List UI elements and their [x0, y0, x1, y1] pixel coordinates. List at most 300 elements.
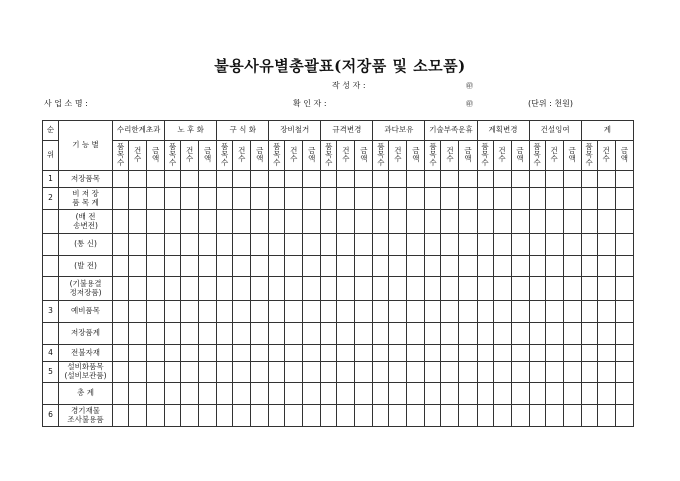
table-row — [43, 277, 634, 301]
sub-header — [477, 141, 493, 171]
data-cell — [269, 323, 285, 345]
data-cell — [233, 256, 251, 277]
data-cell — [165, 323, 181, 345]
data-cell — [459, 277, 477, 301]
data-cell — [493, 323, 511, 345]
row-label-line: (설비보관품) — [64, 371, 107, 380]
data-cell — [165, 234, 181, 256]
row-number: 4 — [43, 345, 59, 362]
data-cell — [597, 301, 615, 323]
data-cell — [233, 210, 251, 234]
group-header: 계획변경 — [477, 121, 529, 141]
sub-header-label: 품목수 — [429, 142, 437, 168]
data-cell — [165, 362, 181, 383]
data-cell — [251, 188, 269, 210]
data-cell — [511, 323, 529, 345]
data-cell — [581, 383, 597, 405]
data-cell — [425, 383, 441, 405]
data-cell — [129, 210, 147, 234]
sub-header — [441, 141, 459, 171]
data-cell — [321, 256, 337, 277]
data-cell — [459, 323, 477, 345]
sub-header — [113, 141, 129, 171]
data-cell — [545, 362, 563, 383]
data-cell — [615, 256, 633, 277]
row-label-line: 비 저 장 — [72, 188, 99, 198]
data-cell — [181, 234, 199, 256]
data-cell — [373, 256, 389, 277]
data-cell — [477, 188, 493, 210]
data-cell — [113, 362, 129, 383]
sub-header — [529, 141, 545, 171]
data-cell — [441, 345, 459, 362]
sub-header-label: 품목수 — [585, 142, 593, 168]
data-cell — [597, 256, 615, 277]
data-cell — [597, 362, 615, 383]
data-cell — [511, 234, 529, 256]
data-cell — [355, 171, 373, 188]
sub-header-label: 금액 — [412, 146, 420, 164]
data-cell — [321, 383, 337, 405]
company-name-label: 사 업 소 명 : — [44, 99, 88, 108]
data-cell — [217, 362, 233, 383]
data-cell — [113, 256, 129, 277]
row-label — [59, 301, 113, 323]
group-header: 계 — [581, 121, 633, 141]
data-cell — [615, 234, 633, 256]
data-cell — [477, 323, 493, 345]
data-cell — [389, 383, 407, 405]
checker-label: 확 인 자 : — [293, 99, 327, 108]
data-cell — [233, 188, 251, 210]
data-cell — [285, 171, 303, 188]
sub-header-label: 건수 — [446, 146, 454, 164]
data-cell — [389, 323, 407, 345]
row-label-line: (기불용결 — [69, 278, 102, 288]
data-cell — [337, 301, 355, 323]
data-cell — [389, 277, 407, 301]
data-cell — [597, 323, 615, 345]
data-cell — [615, 323, 633, 345]
data-cell — [407, 405, 425, 427]
data-cell — [251, 210, 269, 234]
data-cell — [425, 171, 441, 188]
data-cell — [269, 383, 285, 405]
data-cell — [493, 256, 511, 277]
data-cell — [285, 323, 303, 345]
data-cell — [165, 301, 181, 323]
row-number: 6 — [43, 405, 59, 427]
data-cell — [615, 277, 633, 301]
table-row — [43, 405, 634, 427]
data-cell — [563, 210, 581, 234]
data-cell — [511, 362, 529, 383]
data-cell — [113, 383, 129, 405]
data-cell — [389, 234, 407, 256]
data-cell — [477, 383, 493, 405]
data-cell — [303, 188, 321, 210]
data-cell — [269, 301, 285, 323]
sub-header-label: 건수 — [602, 146, 610, 164]
row-label — [59, 362, 113, 383]
data-cell — [441, 256, 459, 277]
row-label-line: 저장품계 — [71, 328, 101, 338]
data-cell — [233, 234, 251, 256]
data-cell — [355, 210, 373, 234]
data-cell — [477, 256, 493, 277]
sub-header-label: 금액 — [464, 146, 472, 164]
data-cell — [459, 171, 477, 188]
data-cell — [285, 405, 303, 427]
data-cell — [459, 362, 477, 383]
data-cell — [597, 277, 615, 301]
group-header: 과다보유 — [373, 121, 425, 141]
data-cell — [251, 383, 269, 405]
data-cell — [545, 188, 563, 210]
data-cell — [337, 345, 355, 362]
data-cell — [217, 383, 233, 405]
row-label — [59, 383, 113, 405]
data-cell — [389, 171, 407, 188]
data-cell — [321, 171, 337, 188]
data-cell — [581, 210, 597, 234]
data-cell — [373, 301, 389, 323]
data-cell — [407, 188, 425, 210]
data-cell — [129, 345, 147, 362]
data-cell — [441, 362, 459, 383]
data-cell — [199, 405, 217, 427]
data-cell — [511, 277, 529, 301]
data-cell — [181, 256, 199, 277]
row-label — [59, 210, 113, 234]
data-cell — [511, 256, 529, 277]
data-cell — [373, 345, 389, 362]
group-header: 건설잉여 — [529, 121, 581, 141]
data-cell — [563, 277, 581, 301]
data-cell — [581, 256, 597, 277]
data-cell — [441, 210, 459, 234]
data-cell — [147, 188, 165, 210]
data-cell — [355, 256, 373, 277]
group-header: 수리한계초과 — [113, 121, 165, 141]
data-cell — [425, 405, 441, 427]
writer-label: 작 성 자 : — [332, 81, 366, 90]
header-no-top: 순 — [43, 121, 59, 141]
sub-header-label: 건수 — [498, 146, 506, 164]
data-cell — [477, 171, 493, 188]
data-cell — [181, 362, 199, 383]
data-cell — [545, 234, 563, 256]
data-cell — [303, 362, 321, 383]
unit-label: (단위 : 천원) — [528, 99, 573, 108]
data-cell — [181, 210, 199, 234]
data-cell — [581, 405, 597, 427]
data-cell — [373, 277, 389, 301]
data-cell — [545, 277, 563, 301]
data-cell — [113, 210, 129, 234]
data-cell — [563, 323, 581, 345]
row-label-line: 총 계 — [77, 388, 94, 398]
data-cell — [493, 362, 511, 383]
data-cell — [337, 383, 355, 405]
data-cell — [477, 234, 493, 256]
row-number — [43, 383, 59, 405]
data-cell — [129, 383, 147, 405]
data-cell — [285, 362, 303, 383]
row-number — [43, 277, 59, 301]
data-cell — [493, 171, 511, 188]
data-cell — [217, 405, 233, 427]
data-cell — [477, 210, 493, 234]
data-cell — [285, 345, 303, 362]
data-cell — [251, 362, 269, 383]
sub-header-label: 금액 — [204, 146, 212, 164]
data-cell — [113, 171, 129, 188]
data-cell — [303, 323, 321, 345]
data-cell — [441, 277, 459, 301]
data-cell — [407, 301, 425, 323]
data-cell — [529, 345, 545, 362]
data-cell — [303, 277, 321, 301]
row-label — [59, 188, 113, 210]
data-cell — [181, 405, 199, 427]
data-cell — [217, 301, 233, 323]
data-cell — [511, 188, 529, 210]
data-cell — [373, 171, 389, 188]
data-cell — [355, 188, 373, 210]
data-cell — [441, 323, 459, 345]
data-cell — [129, 234, 147, 256]
data-cell — [373, 362, 389, 383]
data-cell — [407, 383, 425, 405]
data-cell — [269, 345, 285, 362]
data-cell — [147, 210, 165, 234]
data-cell — [269, 362, 285, 383]
data-cell — [233, 362, 251, 383]
row-label — [59, 323, 113, 345]
table-row — [43, 256, 634, 277]
data-cell — [581, 301, 597, 323]
data-cell — [199, 383, 217, 405]
table-row — [43, 188, 634, 210]
data-cell — [217, 323, 233, 345]
data-cell — [615, 171, 633, 188]
data-cell — [233, 383, 251, 405]
sub-header — [181, 141, 199, 171]
data-cell — [285, 256, 303, 277]
data-cell — [321, 405, 337, 427]
data-cell — [459, 383, 477, 405]
data-cell — [269, 234, 285, 256]
data-cell — [199, 362, 217, 383]
data-cell — [581, 323, 597, 345]
data-cell — [493, 277, 511, 301]
data-cell — [165, 188, 181, 210]
data-cell — [147, 345, 165, 362]
data-cell — [165, 383, 181, 405]
row-label-line: 경기재물 — [71, 405, 101, 415]
data-cell — [373, 210, 389, 234]
data-cell — [425, 323, 441, 345]
data-cell — [511, 345, 529, 362]
data-cell — [233, 345, 251, 362]
data-cell — [441, 234, 459, 256]
data-cell — [251, 234, 269, 256]
data-cell — [597, 405, 615, 427]
data-cell — [337, 405, 355, 427]
sub-header — [425, 141, 441, 171]
data-cell — [529, 383, 545, 405]
row-number: 2 — [43, 188, 59, 210]
data-cell — [529, 323, 545, 345]
data-cell — [251, 256, 269, 277]
data-cell — [563, 345, 581, 362]
sub-header — [563, 141, 581, 171]
sub-header-label: 건수 — [394, 146, 402, 164]
data-cell — [529, 210, 545, 234]
sub-header-label: 품목수 — [377, 142, 385, 168]
data-cell — [165, 171, 181, 188]
data-cell — [545, 405, 563, 427]
data-cell — [199, 277, 217, 301]
data-cell — [389, 362, 407, 383]
row-label-line: (배 전 — [75, 211, 96, 221]
sub-header-label: 품목수 — [325, 142, 333, 168]
sub-header — [285, 141, 303, 171]
data-cell — [425, 277, 441, 301]
data-cell — [285, 383, 303, 405]
data-cell — [581, 345, 597, 362]
checker-seal: ㊞ — [466, 100, 473, 108]
sub-header-label: 금액 — [256, 146, 264, 164]
data-cell — [425, 301, 441, 323]
data-cell — [321, 345, 337, 362]
sub-header-label: 건수 — [238, 146, 246, 164]
data-cell — [355, 362, 373, 383]
data-cell — [269, 256, 285, 277]
row-label-line: 예비품목 — [71, 306, 101, 316]
sub-header-label: 품목수 — [481, 142, 489, 168]
sub-header — [303, 141, 321, 171]
data-cell — [165, 210, 181, 234]
data-cell — [321, 210, 337, 234]
summary-table — [42, 120, 634, 427]
header-function: 기 능 별 — [59, 121, 113, 171]
data-cell — [337, 256, 355, 277]
row-label-line: (통 신) — [74, 239, 97, 249]
sub-header-label: 품목수 — [116, 142, 125, 168]
data-cell — [529, 301, 545, 323]
data-cell — [355, 323, 373, 345]
data-cell — [563, 234, 581, 256]
data-cell — [113, 301, 129, 323]
sub-header — [581, 141, 597, 171]
data-cell — [251, 301, 269, 323]
data-cell — [285, 188, 303, 210]
data-cell — [441, 188, 459, 210]
row-label — [59, 256, 113, 277]
data-cell — [615, 383, 633, 405]
data-cell — [477, 405, 493, 427]
group-header: 규격변경 — [321, 121, 373, 141]
data-cell — [407, 171, 425, 188]
data-cell — [217, 234, 233, 256]
sub-header-label: 건수 — [550, 146, 558, 164]
group-header: 구 식 화 — [217, 121, 269, 141]
data-cell — [597, 171, 615, 188]
data-cell — [165, 405, 181, 427]
group-header: 장비철거 — [269, 121, 321, 141]
data-cell — [303, 383, 321, 405]
data-cell — [199, 256, 217, 277]
sub-header — [129, 141, 147, 171]
data-cell — [147, 256, 165, 277]
data-cell — [373, 188, 389, 210]
data-cell — [233, 277, 251, 301]
header-no-bottom: 위 — [43, 141, 59, 171]
data-cell — [285, 234, 303, 256]
data-cell — [563, 188, 581, 210]
data-cell — [337, 277, 355, 301]
data-cell — [597, 383, 615, 405]
row-label-line: (발 전) — [74, 260, 97, 270]
data-cell — [355, 345, 373, 362]
data-cell — [373, 383, 389, 405]
data-cell — [563, 256, 581, 277]
data-cell — [389, 345, 407, 362]
data-cell — [563, 383, 581, 405]
data-cell — [511, 210, 529, 234]
data-cell — [303, 171, 321, 188]
sub-header-label: 금액 — [568, 146, 576, 164]
data-cell — [581, 234, 597, 256]
data-cell — [181, 345, 199, 362]
data-cell — [129, 256, 147, 277]
data-cell — [147, 405, 165, 427]
data-cell — [321, 323, 337, 345]
sub-header — [147, 141, 165, 171]
data-cell — [233, 405, 251, 427]
data-cell — [425, 256, 441, 277]
data-cell — [581, 362, 597, 383]
data-cell — [285, 210, 303, 234]
sub-header — [407, 141, 425, 171]
sub-header-label: 건수 — [186, 146, 194, 164]
data-cell — [303, 256, 321, 277]
sub-header-label: 금액 — [516, 146, 524, 164]
data-cell — [581, 171, 597, 188]
data-cell — [355, 234, 373, 256]
data-cell — [563, 362, 581, 383]
data-cell — [233, 171, 251, 188]
sub-header — [321, 141, 337, 171]
data-cell — [165, 277, 181, 301]
data-cell — [269, 171, 285, 188]
data-cell — [597, 234, 615, 256]
row-label-line: 정저장품) — [69, 287, 102, 297]
data-cell — [615, 362, 633, 383]
data-cell — [321, 188, 337, 210]
data-cell — [337, 171, 355, 188]
data-cell — [251, 405, 269, 427]
data-cell — [597, 210, 615, 234]
data-cell — [459, 405, 477, 427]
data-cell — [477, 362, 493, 383]
data-cell — [477, 301, 493, 323]
data-cell — [389, 405, 407, 427]
data-cell — [181, 171, 199, 188]
sub-header-label: 금액 — [620, 146, 628, 164]
